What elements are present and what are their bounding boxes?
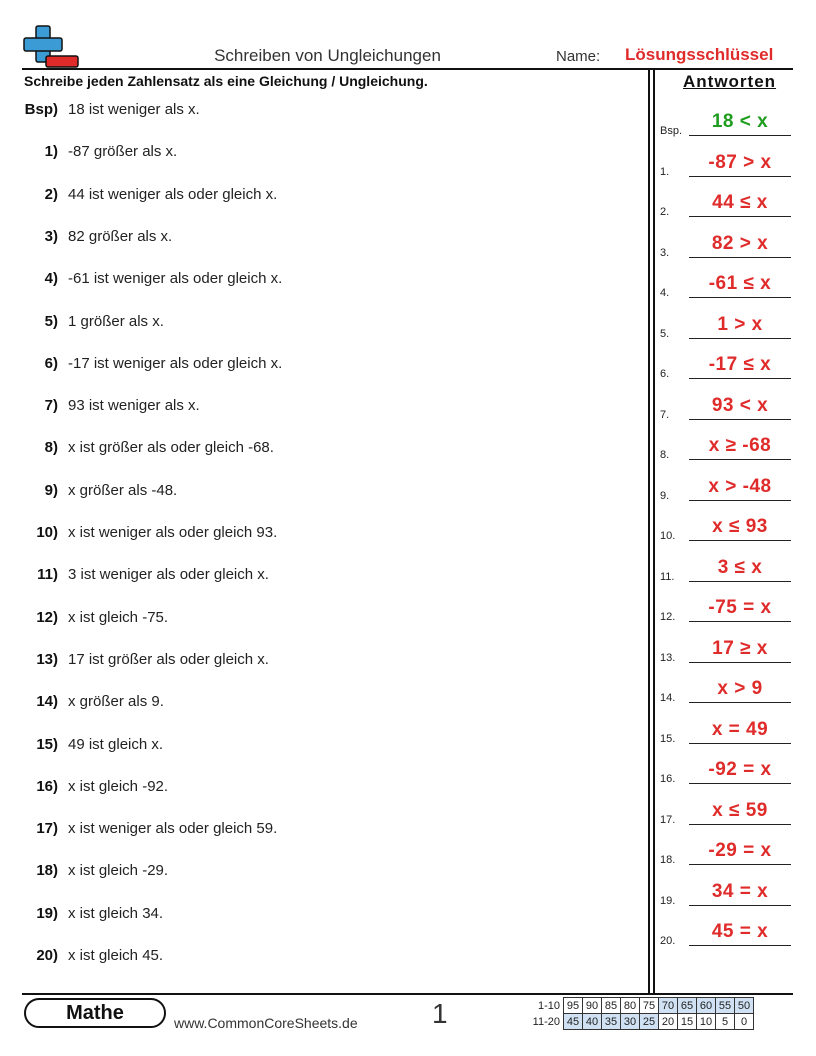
answer-value: x ≤ 93 [712, 516, 768, 537]
answer-value: -17 ≤ x [708, 354, 772, 375]
question-text: x ist gleich -75. [68, 608, 169, 626]
answer-number: 7. [660, 408, 670, 421]
answer-underline [689, 257, 791, 258]
question-number: 9) [44, 481, 58, 499]
question-number: 4) [44, 270, 58, 288]
answer-number: 19. [660, 894, 676, 907]
answer-value: x ≥ -68 [708, 435, 772, 456]
answer-underline [689, 540, 791, 541]
question-text: -17 ist weniger als oder gleich x. [68, 354, 283, 372]
answer-value: 93 < x [711, 394, 769, 416]
question-text: -61 ist weniger als oder gleich x. [68, 270, 283, 288]
score-row-label: 11-20 [532, 1015, 560, 1028]
answer-underline [689, 864, 791, 865]
answer-underline [689, 621, 791, 622]
answer-underline [689, 945, 791, 946]
answer-value: x > -48 [708, 475, 772, 497]
score-cell: 50 [735, 998, 754, 1014]
question-text: 18 ist weniger als x. [68, 101, 200, 118]
question-text: 93 ist weniger als x. [68, 397, 200, 415]
answer-value: x ≤ 59 [712, 799, 768, 821]
answer-number: 13. [660, 651, 676, 664]
answer-value: 1 > x [717, 313, 763, 335]
question-number: 14) [36, 693, 58, 711]
score-cell: 30 [621, 1014, 640, 1030]
question-number: 11) [37, 566, 58, 584]
answer-underline [689, 824, 791, 825]
score-table [528, 997, 754, 1030]
answer-value: 17 ≥ x [712, 637, 768, 659]
question-text: 1 größer als x. [68, 312, 164, 330]
subject-badge: Mathe [24, 998, 166, 1028]
score-cell: 60 [697, 998, 716, 1014]
answer-number: 18. [660, 854, 676, 866]
question-number: 10) [36, 524, 58, 541]
question-text: x ist weniger als oder gleich 59. [68, 820, 278, 838]
score-cell: 0 [735, 1014, 754, 1030]
question-text: x größer als 9. [68, 693, 164, 711]
score-row [528, 1014, 754, 1030]
question-text: x ist gleich -92. [68, 777, 169, 795]
question-number: 13) [36, 650, 58, 668]
answer-number: 3. [660, 246, 670, 259]
answer-value: 3 ≤ x [717, 556, 763, 578]
answer-value: -61 ≤ x [708, 273, 772, 294]
answer-value: 34 = x [711, 880, 769, 902]
answer-underline [689, 905, 791, 906]
answer-value: x = 49 [711, 718, 769, 740]
question-text: x ist gleich 45. [68, 947, 164, 964]
score-cell: 20 [659, 1014, 678, 1030]
answer-number: 20. [660, 935, 676, 947]
answer-value: -92 = x [708, 759, 772, 780]
score-cell: 75 [640, 998, 659, 1014]
question-number: 5) [44, 312, 58, 330]
answer-underline [689, 500, 791, 501]
question-text: 49 ist gleich x. [68, 735, 164, 753]
score-cell: 40 [583, 1014, 602, 1030]
score-cell: 70 [659, 998, 678, 1014]
answer-number: 15. [660, 732, 676, 745]
question-number: 17) [36, 820, 58, 838]
answer-underline [689, 216, 791, 217]
question-number: Bsp) [24, 101, 58, 118]
column-divider-left [648, 70, 650, 993]
score-cell: 80 [621, 998, 640, 1014]
column-divider-right [653, 70, 655, 993]
page-number: 1 [432, 998, 448, 1029]
question-number: 12) [36, 608, 58, 626]
answer-value: -87 > x [708, 151, 772, 173]
question-number: 6) [44, 354, 58, 372]
example-answer-value: 18 < x [711, 111, 769, 132]
answer-number: 6. [660, 368, 670, 380]
answer-value: -29 = x [708, 840, 772, 861]
answer-value: 45 = x [711, 921, 769, 942]
answer-underline [689, 176, 791, 177]
score-cell: 35 [602, 1014, 621, 1030]
website-url: www.CommonCoreSheets.de [174, 1015, 358, 1031]
question-text: x ist gleich 34. [68, 904, 164, 922]
answer-underline [689, 783, 791, 784]
question-text: x ist gleich -29. [68, 862, 169, 880]
answer-underline [689, 419, 791, 420]
question-text: 44 ist weniger als oder gleich x. [68, 185, 278, 203]
answer-number: 2. [660, 206, 670, 218]
answer-number: 9. [660, 489, 670, 502]
question-number: 16) [36, 777, 58, 795]
answer-value: 82 > x [711, 232, 769, 254]
score-cell: 25 [640, 1014, 659, 1030]
answers-title: Antworten [683, 72, 777, 91]
answer-underline [689, 459, 791, 460]
score-cell: 45 [564, 1014, 583, 1030]
answer-underline [689, 702, 791, 703]
answer-underline [689, 662, 791, 663]
question-number: 19) [36, 904, 58, 922]
question-text: -87 größer als x. [68, 143, 178, 161]
question-text: 17 ist größer als oder gleich x. [68, 650, 269, 668]
score-cell: 85 [602, 998, 621, 1014]
score-cell: 10 [697, 1014, 716, 1030]
score-row [528, 998, 754, 1014]
question-number: 7) [44, 397, 58, 415]
question-text: 3 ist weniger als oder gleich x. [68, 566, 269, 584]
question-number: 15) [36, 735, 58, 753]
score-cell: 95 [564, 998, 583, 1014]
answer-number: 8. [660, 449, 670, 461]
instructions: Schreibe jeden Zahlensatz als eine Gleichung / Ungleichung. [24, 73, 428, 89]
answer-underline [689, 581, 791, 582]
answer-number: 11. [660, 570, 675, 583]
answer-number: 17. [660, 813, 676, 826]
answer-underline [689, 338, 791, 339]
answer-number: Bsp. [660, 125, 683, 137]
answer-value: 44 ≤ x [712, 192, 768, 213]
score-cell: 65 [678, 998, 697, 1014]
answer-underline [689, 378, 791, 379]
score-cell: 55 [716, 998, 735, 1014]
footer-divider [22, 993, 793, 995]
answer-underline [689, 743, 791, 744]
score-cell: 90 [583, 998, 602, 1014]
answer-number: 4. [660, 287, 670, 299]
answer-underline [689, 135, 791, 136]
question-number: 20) [36, 947, 58, 964]
name-value: Lösungsschlüssel [625, 45, 774, 64]
question-number: 2) [44, 185, 58, 203]
answer-number: 12. [660, 611, 676, 623]
question-number: 8) [44, 439, 58, 457]
score-cell: 5 [716, 1014, 735, 1030]
answer-number: 5. [660, 327, 670, 340]
answer-number: 16. [660, 773, 676, 785]
question-text: x ist weniger als oder gleich 93. [68, 524, 278, 541]
answer-underline [689, 297, 791, 298]
question-text: x ist größer als oder gleich -68. [68, 439, 274, 457]
score-cell: 15 [678, 1014, 697, 1030]
answer-value: x > 9 [717, 678, 763, 699]
answer-number: 14. [660, 692, 676, 704]
question-number: 18) [36, 862, 58, 880]
score-row-label: 1-10 [537, 999, 560, 1012]
name-label: Name: [556, 48, 601, 65]
question-number: 1) [44, 143, 58, 161]
question-text: x größer als -48. [68, 481, 178, 499]
page-title: Schreiben von Ungleichungen [214, 46, 441, 65]
header-divider [22, 68, 793, 70]
question-text: 82 größer als x. [68, 227, 173, 245]
answer-number: 1. [660, 165, 670, 178]
answer-number: 10. [660, 530, 676, 542]
answer-value: -75 = x [708, 597, 772, 618]
question-number: 3) [44, 227, 58, 245]
